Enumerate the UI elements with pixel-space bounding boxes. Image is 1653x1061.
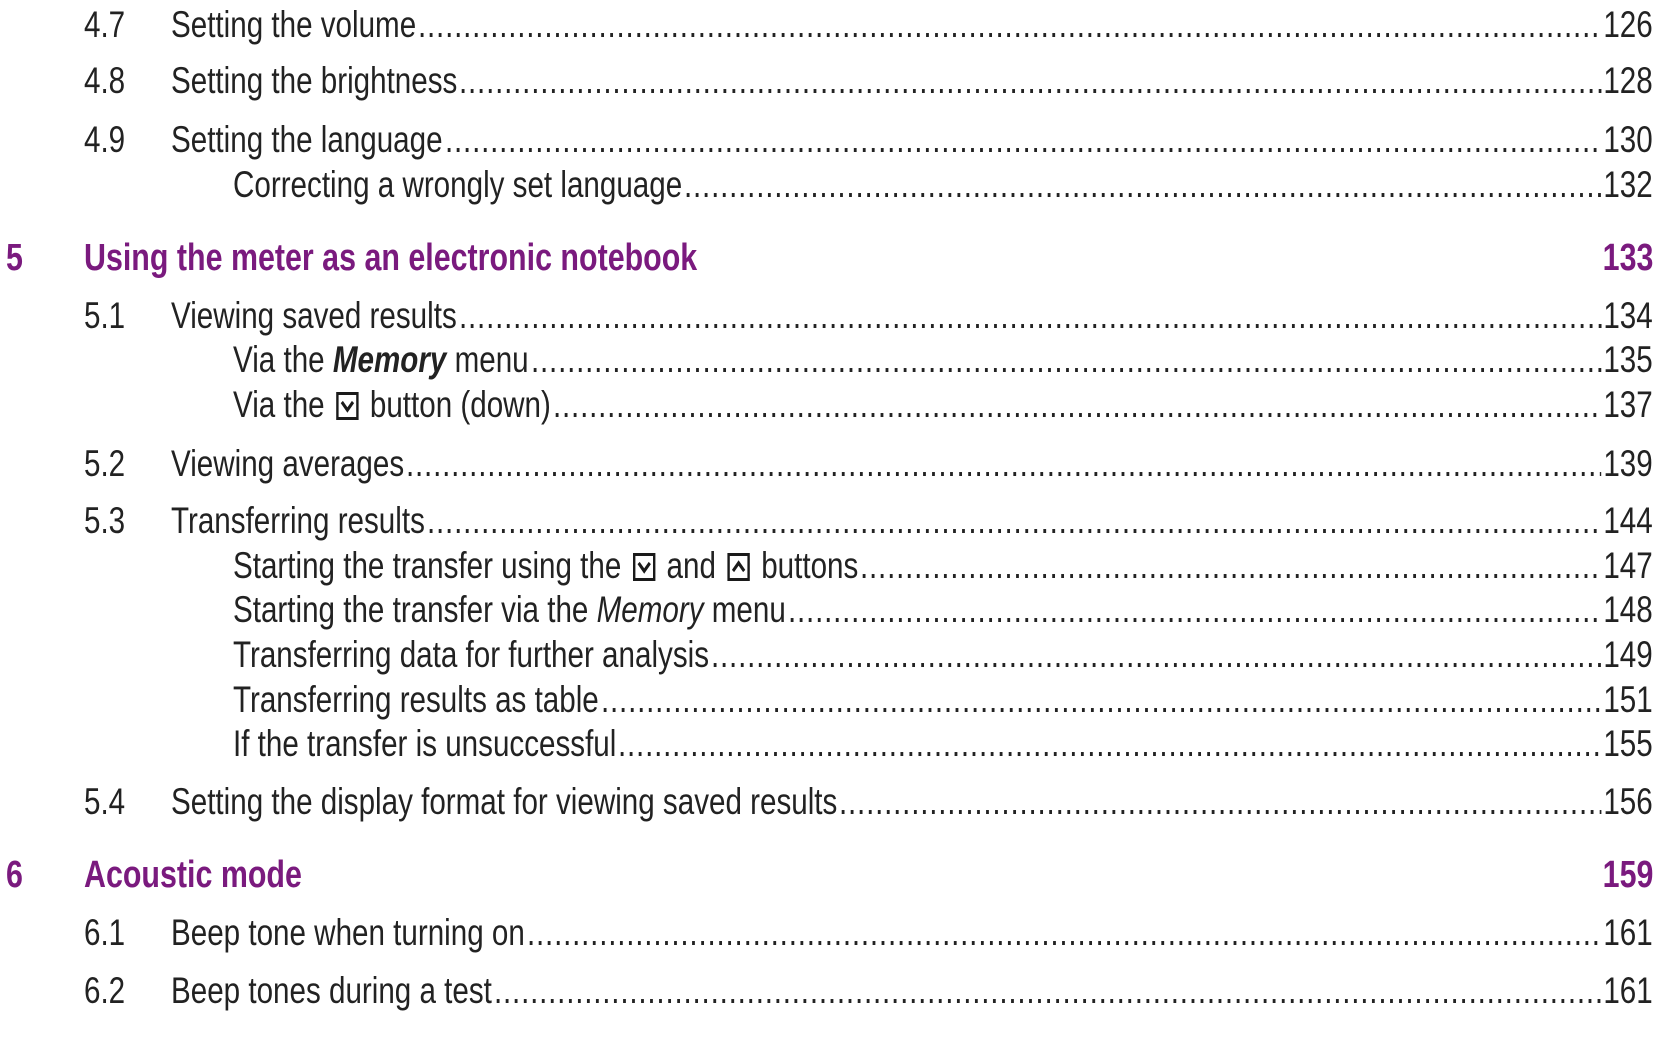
- toc-title-part: Starting the transfer via the: [233, 589, 597, 630]
- toc-title: [233, 336, 529, 384]
- toc-number: 5: [6, 237, 23, 279]
- toc-title: Transferring data for further analysis: [233, 634, 709, 675]
- toc-page-number: 147: [1603, 545, 1653, 586]
- toc-title: Viewing saved results: [171, 295, 457, 336]
- toc-leader-dots: [494, 967, 1602, 1015]
- toc-section[interactable]: [0, 440, 1653, 488]
- toc-page-number: 139: [1603, 443, 1653, 484]
- toc-title: Viewing averages: [171, 443, 405, 484]
- toc-leader-dots: [531, 336, 1602, 384]
- toc-page-number: 161: [1603, 970, 1653, 1011]
- toc-title: [233, 542, 858, 590]
- toc-page-number: 132: [1603, 164, 1653, 205]
- toc-title-part: Via the: [233, 339, 333, 380]
- toc-title: [233, 381, 551, 429]
- toc-page-number: 130: [1603, 119, 1653, 160]
- toc-leader-dots: [406, 440, 1601, 488]
- toc-number: 6: [6, 854, 23, 896]
- toc-section[interactable]: [0, 116, 1653, 164]
- toc-chapter[interactable]: [0, 851, 1653, 899]
- toc-page-number: 126: [1603, 4, 1653, 45]
- toc-number: 4.9: [84, 119, 126, 160]
- toc-leader-dots: [601, 676, 1602, 724]
- toc-number: 6.1: [84, 912, 126, 953]
- toc-title: Transferring results: [171, 500, 425, 541]
- toc-subsection[interactable]: [0, 720, 1653, 768]
- toc-title-part: Starting the transfer using the: [233, 545, 630, 586]
- toc-number: 4.7: [84, 4, 126, 45]
- toc-subsection[interactable]: [0, 631, 1653, 679]
- toc-title: Using the meter as an electronic notebook: [84, 237, 698, 279]
- toc-page-number: 155: [1603, 723, 1653, 764]
- toc-title-part: Via the: [233, 384, 333, 425]
- toc-subsection[interactable]: [0, 676, 1653, 724]
- toc-page-number: 133: [1602, 237, 1653, 279]
- toc-leader-dots: [427, 497, 1602, 545]
- toc-subsection[interactable]: [0, 381, 1653, 429]
- toc-section[interactable]: [0, 292, 1653, 340]
- toc-title-part: buttons: [752, 545, 859, 586]
- toc-title-part: menu: [446, 339, 529, 380]
- toc-title: Setting the language: [171, 119, 443, 160]
- toc-page-number: 134: [1603, 295, 1653, 336]
- toc-subsection[interactable]: [0, 586, 1653, 634]
- toc-number: 5.2: [84, 443, 126, 484]
- toc-number: 5.4: [84, 781, 126, 822]
- toc-leader-dots: [553, 381, 1602, 429]
- toc-leader-dots: [459, 292, 1602, 340]
- toc-subsection[interactable]: [0, 336, 1653, 384]
- toc-page-number: 161: [1603, 912, 1653, 953]
- toc-number: 6.2: [84, 970, 126, 1011]
- toc-page-number: 159: [1602, 854, 1653, 896]
- toc-title: Setting the brightness: [171, 60, 458, 101]
- toc-page-number: 128: [1603, 60, 1653, 101]
- toc-number: 5.1: [84, 295, 126, 336]
- toc-leader-dots: [788, 586, 1602, 634]
- toc-title: Beep tones during a test: [171, 970, 492, 1011]
- toc-title: Acoustic mode: [84, 854, 302, 896]
- toc-leader-dots: [684, 161, 1601, 209]
- toc-number: 4.8: [84, 60, 126, 101]
- toc-title: [233, 586, 786, 634]
- toc-title-part: button (down): [361, 384, 551, 425]
- toc-page-number: 144: [1603, 500, 1653, 541]
- toc-title: Setting the volume: [171, 4, 417, 45]
- toc-chapter[interactable]: [0, 234, 1653, 282]
- toc-subsection[interactable]: [0, 161, 1653, 209]
- toc-leader-dots: [711, 631, 1602, 679]
- toc-section[interactable]: [0, 497, 1653, 545]
- toc-leader-dots: [839, 778, 1601, 826]
- toc-title-part: Memory: [332, 339, 447, 380]
- toc-title: Setting the display format for viewing saved results: [171, 781, 838, 822]
- toc-page-number: 137: [1603, 384, 1653, 425]
- toc-title: If the transfer is unsuccessful: [233, 723, 617, 764]
- toc-title-part: and: [658, 545, 725, 586]
- down-arrow-button-icon: [336, 392, 358, 420]
- toc-page-number: 149: [1603, 634, 1653, 675]
- toc-leader-dots: [445, 116, 1602, 164]
- toc-page-number: 148: [1603, 589, 1653, 630]
- toc-section[interactable]: [0, 778, 1653, 826]
- toc-leader-dots: [527, 909, 1602, 957]
- toc-leader-dots: [618, 720, 1601, 768]
- toc-leader-dots: [860, 542, 1601, 590]
- toc-section[interactable]: [0, 909, 1653, 957]
- toc-page-number: 156: [1603, 781, 1653, 822]
- toc-leader-dots: [459, 57, 1601, 105]
- toc-section[interactable]: [0, 57, 1653, 105]
- down-arrow-button-icon: [633, 553, 655, 581]
- toc-section[interactable]: [0, 1, 1653, 49]
- toc-title: Correcting a wrongly set language: [233, 164, 683, 205]
- toc-subsection[interactable]: [0, 542, 1653, 590]
- up-arrow-button-icon: [727, 553, 749, 581]
- toc-title: Beep tone when turning on: [171, 912, 525, 953]
- toc-page-number: 135: [1603, 339, 1653, 380]
- toc-section[interactable]: [0, 967, 1653, 1015]
- toc-number: 5.3: [84, 500, 126, 541]
- toc-title-part: Memory: [596, 589, 704, 630]
- toc-title-part: menu: [703, 589, 786, 630]
- toc-title: Transferring results as table: [233, 679, 599, 720]
- toc-page-number: 151: [1603, 679, 1653, 720]
- toc-leader-dots: [418, 1, 1601, 49]
